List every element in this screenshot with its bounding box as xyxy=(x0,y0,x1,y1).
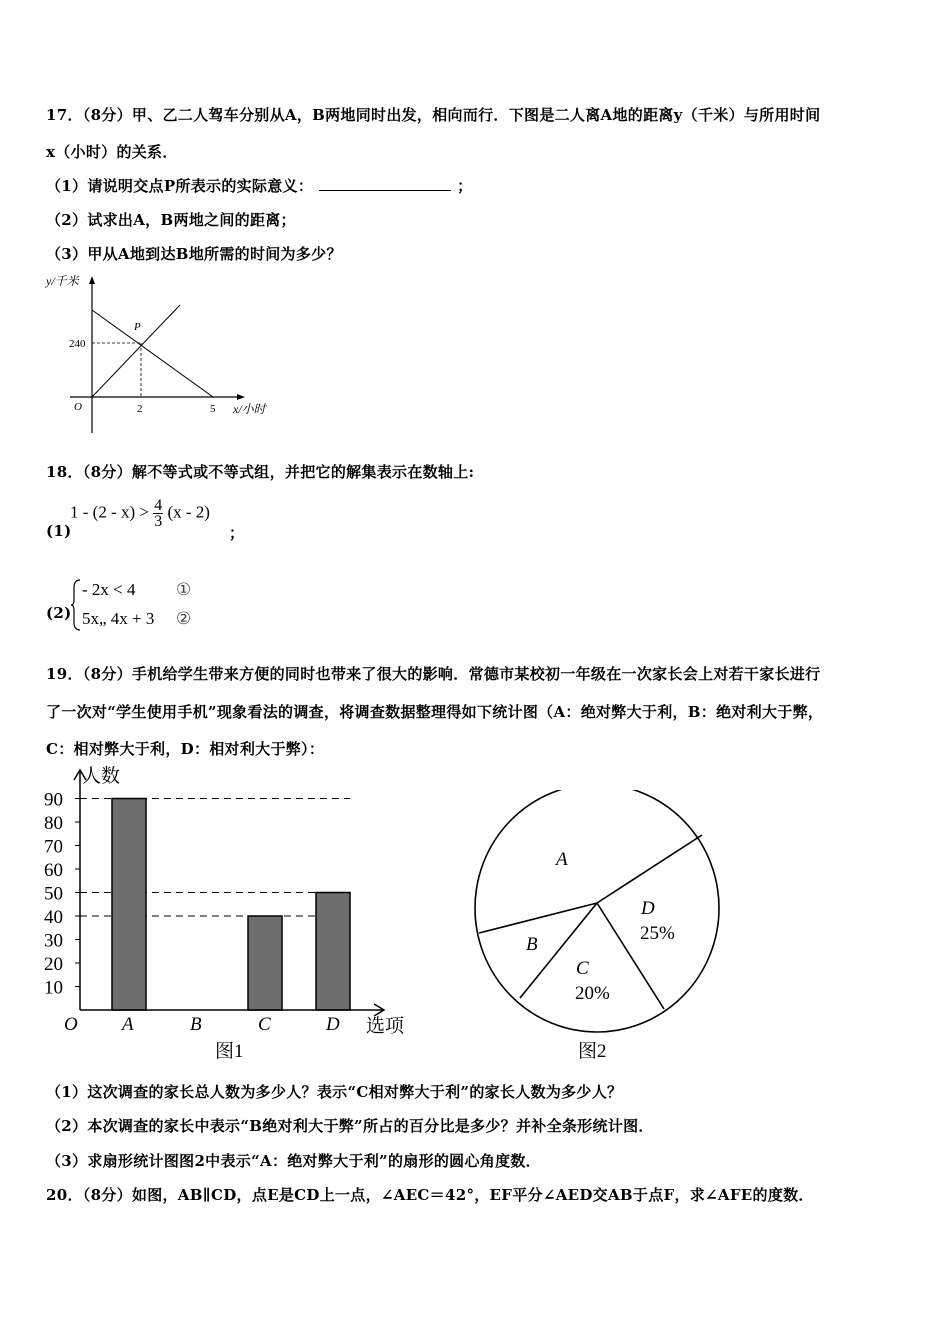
bar-y-tick: 90 xyxy=(44,789,63,811)
pie-label-a: A xyxy=(556,849,568,870)
q18-part2-label: (2) xyxy=(46,604,72,622)
bar-chart-figure1 xyxy=(40,760,420,1065)
ineq-1: - 2x < 4 xyxy=(82,580,136,599)
q19-sub1: （1）这次调查的家长总人数为多少人？表示“C相对弊大于利”的家长人数为多少人？ xyxy=(46,1083,623,1101)
bar-y-tick: 60 xyxy=(44,860,63,881)
fraction-numerator: 4 xyxy=(154,497,163,514)
bar-D xyxy=(316,893,350,1011)
x-tick-5: 5 xyxy=(210,403,216,415)
bar-y-tick: 50 xyxy=(44,883,63,905)
bar-y-label: 人数 xyxy=(82,766,121,787)
line-yi xyxy=(92,305,180,397)
point-p-label: P xyxy=(134,321,141,333)
q18-part1-end: ； xyxy=(229,524,245,542)
bar-C xyxy=(248,916,282,1010)
answer-blank xyxy=(319,176,451,191)
pie-label-d: D xyxy=(641,898,655,919)
q19-line3: C：相对弊大于利，D：相对利大于弊）： xyxy=(46,740,325,758)
pie-percent-c: 20% xyxy=(575,983,610,1004)
q19-line2: 了一次对“学生使用手机”现象看法的调查，将调查数据整理得如下统计图（A：绝对弊大于利，B：绝对利大于弊， xyxy=(46,703,824,721)
q17-line1: 17．（8分）甲、乙二人驾车分别从A，B两地同时出发，相向而行．下图是二人离A地的距离y（千米）与所用时间 xyxy=(46,106,821,124)
line-jia xyxy=(92,310,213,397)
bar-y-tick: 20 xyxy=(44,954,63,975)
bar-category-label: D xyxy=(326,1014,340,1035)
bar-category-label: A xyxy=(122,1014,134,1035)
bar-y-tick: 10 xyxy=(44,977,63,999)
y-axis-label: y/千米 xyxy=(46,274,79,288)
y-axis-arrow xyxy=(89,276,95,284)
pie-label-b: B xyxy=(526,934,538,955)
x-axis-arrow xyxy=(237,394,245,400)
q17-distance-graph xyxy=(40,268,290,438)
q17-sub2: （2）试求出A，B两地之间的距离； xyxy=(46,211,296,229)
bar-origin-label: O xyxy=(64,1014,78,1035)
q20-line1: 20．（8分）如图，AB∥CD，点E是CD上一点，∠AEC＝42°，EF平分∠AED交AB于点F，求∠AFE的度数． xyxy=(46,1186,814,1204)
bar-y-tick: 40 xyxy=(44,907,63,928)
bar-chart-caption: 图1 xyxy=(215,1041,244,1062)
q17-sub1 xyxy=(46,175,472,196)
bar-category-label: C xyxy=(258,1014,271,1035)
q19-line1: 19．（8分）手机给学生带来方便的同时也带来了很大的影响．常德市某校初一年级在一次家长会上对若干家长进行 xyxy=(46,665,821,683)
part1-lhs: 1 - (2 - x) > xyxy=(70,502,149,522)
pie-chart-figure2 xyxy=(468,790,728,1065)
q18-line1: 18．（8分）解不等式或不等式组，并把它的解集表示在数轴上: xyxy=(46,463,475,481)
pie-percent-d: 25% xyxy=(640,923,675,944)
fraction-4-3 xyxy=(153,498,163,529)
bar-y-tick: 70 xyxy=(44,836,63,858)
ineq-2-tag: ② xyxy=(176,609,192,628)
x-axis-label: x/小时 xyxy=(233,402,266,416)
ineq-1-tag: ① xyxy=(176,580,192,599)
q17-sub3: （3）甲从A地到达B地所需的时间为多少？ xyxy=(46,245,342,263)
x-tick-2: 2 xyxy=(137,403,143,415)
pie-chart-caption: 图2 xyxy=(578,1041,607,1062)
pie-label-c: C xyxy=(576,958,589,979)
q19-sub3: （3）求扇形统计图图2中表示“A：绝对弊大于利”的扇形的圆心角度数． xyxy=(46,1152,541,1170)
part1-rhs: (x - 2) xyxy=(167,502,210,522)
q17-sub1-text: （1）请说明交点P所表示的实际意义： xyxy=(46,177,314,195)
bar-y-tick: 80 xyxy=(44,813,63,834)
bar-y-tick: 30 xyxy=(44,930,63,952)
q18-part1-label: (1) xyxy=(46,522,72,540)
fraction-denominator: 3 xyxy=(154,513,163,530)
q18-part1-inequality xyxy=(70,498,210,529)
bar-x-label: 选项 xyxy=(366,1016,405,1037)
origin-label: O xyxy=(74,401,82,413)
y-tick-240: 240 xyxy=(69,338,86,350)
bar-category-label: B xyxy=(190,1014,202,1035)
bar-A xyxy=(112,799,146,1011)
q19-sub2: （2）本次调查的家长中表示“B绝对利大于弊”所占的百分比是多少？并补全条形统计图． xyxy=(46,1117,654,1135)
ineq-2: 5x„ 4x + 3 xyxy=(82,609,155,628)
q17-sub1-end: ； xyxy=(457,177,473,195)
q17-line2: x（小时）的关系． xyxy=(46,143,178,161)
system-brace xyxy=(70,578,82,632)
